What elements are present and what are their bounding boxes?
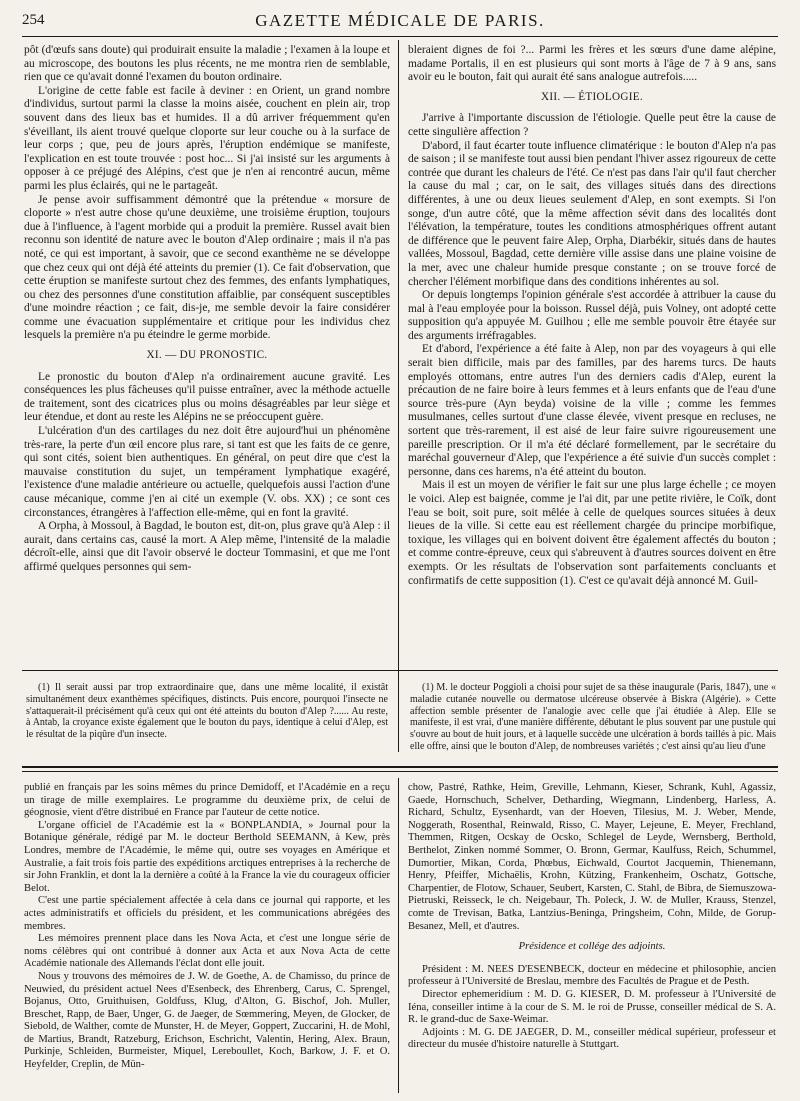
paragraph: C'est une partie spécialement affectée à cela dans ce journal qui rapporte, et les actes administratifs et officiels du président, et les communications abrégées des membres. (24, 895, 390, 932)
footnote-rule (22, 670, 778, 671)
paragraph: Mais il est un moyen de vérifier le fait sur une plus large échelle ; ce moyen le voici. Alep est baignée, comme je l'ai dit, par une petite rivière, le Coïk, dont l'eau se boit, soit pure, soit mêlée à celle de quelques sources situées à deux lieues de la ville. Si cette eau est réellement chargée du principe morbifique, toxique, les villages qui en boivent doivent être également affectés du bouton ; et comme contre-épreuve, ceux qui s'abreuvent à d'autres sources doivent en être exempts. Or les résultats de l'observation sont parfaitements concluants et confirmatifs de cette supposition (1). C'est ce qu'avait déjà annoncé M. Guil- (408, 479, 776, 587)
paragraph: Président : M. NEES D'ESENBECK, docteur en médecine et philosophie, ancien professeur à l'Université de Breslau, membre des Facultés de Prague et de Pesth. (408, 963, 776, 988)
section-double-rule (22, 771, 778, 772)
paragraph: Or depuis longtemps l'opinion générale s'est accordée à attribuer la cause du mal à l'eau employée pour la boisson. Russel déjà, puis Volney, ont adopté cette supposition qu'a appuyée M. Guilhou ; elle me semble pouvoir être étayée sur des arguments irréfragables. (408, 289, 776, 342)
right-column (408, 44, 776, 662)
paragraph: pôt (d'œufs sans doute) qui produirait ensuite la maladie ; l'examen à la loupe et au microscope, des boutons les plus récents, ne me montra rien de semblable, rien que ce qu'avait donné l'examen du bouton ordinaire. (24, 44, 390, 84)
left-column (24, 44, 390, 662)
paragraph: Les mémoires prennent place dans les Nova Acta, et c'est une longue série de noms célèbres qui ont contribué à donner aux Acta et aux Nova Acta de cette Académie nationale des Allemands l'éclat dont elle jouit. (24, 933, 390, 970)
page-header (22, 6, 778, 32)
column-divider (398, 40, 399, 752)
lower-column-divider (398, 778, 399, 1093)
section-heading-etiologie: XII. — ÉTIOLOGIE. (540, 90, 644, 103)
section-heading-pronostic: XI. — DU PRONOSTIC. (146, 349, 268, 362)
page-title: GAZETTE MÉDICALE DE PARIS. (255, 11, 545, 30)
paragraph: A Orpha, à Mossoul, à Bagdad, le bouton est, dit-on, plus grave qu'à Alep : il aurait, dans certains cas, causé la mort. A Alep même, l'intensité de la maladie décroît-elle, ainsi que dit l'avoir observé le docteur Tommasini, et que me l'ont affirmé quelques personnes qui sem- (24, 520, 390, 573)
footnote-text: (1) Il serait aussi par trop extraordinaire que, dans une même localité, il existât simultanément deux exanthèmes spécifiques, distincts. Puis encore, pourquoi l'insecte ne s'attaquerait-il précisément qu'à ceux qui ont été atteints du bouton d'Alep ?...... Au reste, à Antab, la croyance existe également que le bouton du pays, identique à celui d'Alep, est le résultat de la piqûre d'un insecte. (26, 682, 388, 741)
paragraph: Director ephemeridium : M. D. G. KIESER, D. M. professeur à l'Université de Iéna, conseiller intime à la cour de S. M. le roi de Prusse, conseiller médical de S. A. R. le grand-duc de Saxe-Weimar. (408, 988, 776, 1026)
section-double-rule (22, 766, 778, 768)
lower-left-column (24, 782, 390, 1094)
subheading-presidence: Présidence et collége des adjoints. (518, 941, 666, 953)
paragraph: Le pronostic du bouton d'Alep n'a ordinairement aucune gravité. Les conséquences les plus fâcheuses qu'il puisse entraîner, avec la méthode actuelle de traitement, sont des cicatrices plus ou moins désagréables par leur siège et leur étendue, et dont au reste les Alépins ne se préoccupent guère. (24, 370, 390, 424)
page-number: 254 (22, 12, 45, 28)
header-rule (22, 36, 778, 37)
footnote-right (410, 682, 776, 752)
paragraph: J'arrive à l'importante discussion de l'étiologie. Quelle peut être la cause de cette singulière affection ? (408, 112, 776, 138)
paragraph: L'origine de cette fable est facile à deviner : en Orient, un grand nombre d'individus, surtout parmi la classe la moins aisée, couchent en plein air, trop souvent dans des lieux bas et humides. Il a dû arriver fréquemment qu'en s'éveillant, ils aient trouvé quelque cloporte sur leur couche ou à la surface de leur corps ; que, peu de jours après, l'éruption endémique se manifeste, l'explication en est toute trouvée : post hoc... Si j'ai insisté sur les arguments à opposer à ce préjugé des Alépins, c'est que je n'en ai rencontré aucun, même parmi les plus éclairés, qui ne le partageât. (24, 84, 390, 192)
paragraph: bleraient dignes de foi ?... Parmi les frères et les sœurs d'une dame alépine, madame Portalis, il en est plusieurs qui sont morts à l'âge de 7 à 9 ans, sans avoir eu le bouton, fait qui aurait été sans analogue autrefois..... (408, 44, 776, 84)
footnote-left (26, 682, 388, 752)
paragraph: Et d'abord, l'expérience a été faite à Alep, non par des voyageurs à qui elle serait bien difficile, mais par des familles, par des harems turcs. De hauts employés ottomans, entre autres l'un des derniers cadis d'Alep, eurent la précaution de ne faire boire à leurs femmes et à leurs enfants que de l'eau d'une source très-pure (Ayn beyda) voisine de la ville ; comme les femmes musulmanes, celles surtout d'une classe élevée, vivent presque en recluses, ne sortent que très-rarement, il est aisé de leur faire suivre rigoureusement une pareille prescription. Or il m'a été déclaré formellement, par le secrétaire du maréchal gouverneur d'Alep, que l'expérience a été suivie d'un succès complet : personne, dans ces harems, n'a été atteint du bouton. (408, 343, 776, 478)
paragraph: Adjoints : M. G. DE JAEGER, D. M., conseiller médical supérieur, professeur et directeur du musée d'histoire naturelle à Stuttgart. (408, 1026, 776, 1051)
paragraph: Nous y trouvons des mémoires de J. W. de Goethe, A. de Chamisso, du prince de Neuwied, du président actuel Nees d'Esenbeck, des Ehrenberg, Carus, C. Sprengel, Bojanus, Otto, Gruithuisen, Goldfuss, Klug, d'Alton, G. Bischof, Joh. Muller, Breschet, Rapp, de Baer, Unger, G. de Jaeger, de Sœmmering, Meyen, de Glocker, de Siebold, de Walther, comte de Munster, H. de Meyer, Goppert, Zuccarini, H. de Mohl, de Martius, Brandt, Ratzeburg, Erichson, Eschricht, Valentin, Hering, Alex. Braun, Purkinje, Schleiden, Burmeister, Miquel, Lereboullet, Koch, Barkow, J. F. et O. Heyfelder, Creplin, de Mün- (24, 970, 390, 1071)
paragraph: L'ulcération d'un des cartilages du nez doit être aujourd'hui un phénomène très-rare, la perte d'un œil encore plus rare, si tant est que les faits de ce genre, qui sont cités, soient bien authentiques. En général, on peut dire que c'est la mauvaise constitution du sujet, un tempérament lymphatique exagéré, l'existence d'une maladie antérieure ou actuelle, quelquefois aussi l'action d'une cause mécanique, comme j'en ai cité un exemple (V. obs. XX) ; ce sont ces circonstances, étrangères à l'affection elle-même, qui en font la gravité. (24, 425, 390, 519)
paragraph: publié en français par les soins mêmes du prince Demidoff, et l'Académie en a reçu un tirage de mille exemplaires. Le programme du deuxième prix, de celui de géognosie, vient d'être distribué en France par l'auteur de cette notice. (24, 782, 390, 819)
lower-right-column (408, 782, 776, 1094)
paragraph: chow, Pastré, Rathke, Heim, Greville, Lehmann, Kieser, Schrank, Kuhl, Agassiz, Gaede, Hornschuch, Schelver, Detharding, Wiegmann, Lindenberg, Harless, A. Richard, Schultz, Eysenhardt, van der Hoeven, Tilesius, M. J. Weber, Mende, Noggerath, Rosenthal, Reinwald, Risso, C. Mayer, Lejeune, E. Meyer, Frechland, Themmen, Ritgen, Ocskay de Ocsko, Schlegel de Leyde, Wernsberg, Berthold, Berthelot, Zinken nommé Sommer, O. Bronn, Germar, Kaulfuss, Reich, Schummel, Dumortier, Mikan, Corda, Phœbus, Eichwald, Courtot Jacquemin, Thienemann, Henry, Pfeiffer, Michaëlis, Krohn, Kützing, Frankenheim, Oschatz, Gottsche, Charpentier, de Flotow, Schauer, Seubert, Karsten, C. Stahl, de Bibra, de Siemuszowa-Pietruski, Reisseck, le ch. Neigebaur, Th. Poleck, J. W. de Muller, Krauss, Stenzel, comte de Trevisan, Batka, Lantzius-Beninga, Pringsheim, Cohn, Milde, de Gorup-Besanez, Mell, et d'autres. (408, 782, 776, 932)
paragraph: D'abord, il faut écarter toute influence climatérique : le bouton d'Alep n'a pas de saison ; il se manifeste tout aussi bien pendant l'hiver assez rigoureux de cette contrée que durant les chaleurs de l'été. Ce n'est pas dans l'air qu'il faut chercher la cause du mal ; car, on le sait, des villages situés dans des directions différentes, à une ou deux lieues seulement d'Alep, en sont exempts. Si l'on songe, d'un autre côté, que la même affection sévit dans des localités dont l'élévation, la température, toutes les conditions atmosphériques offrent autant de différence que le peuvent faire Alep, Orpha, Diarbékir, situés dans de hautes vallées, Mossoul, Bagdad, cette dernière ville assise dans une plaine voisine de la mer, avec une chaleur humide presque constante ; on se trouve forcé de chercher l'élément morbifique dans des conditions inhérentes au sol. (408, 139, 776, 288)
paragraph: Je pense avoir suffisamment démontré que la prétendue « morsure de cloporte » n'est autre chose qu'une deuxième, une troisième éruption, toujours due à l'influence, à l'agent morbide qui a produit la première. Russel avait bien reconnu son identité de nature avec le bouton d'Alep ordinaire ; mais il n'a pas noté, ce qui est important, à savoir, que ce second exanthème ne se développe que chez ceux qui ont déjà été atteints du premier (1). Ce fait d'observation, que cette éruption se manifeste surtout chez des femmes, des enfants lymphatiques, ou chez des personnes d'une constitution affaiblie, par conséquent susceptibles d'une moindre réaction ; ce fait, dis-je, me semble devoir la faire considérer comme une évacuation supplémentaire et critique pour les individus chez lesquels la première n'a pu éteindre le germe morbide. (24, 193, 390, 342)
footnote-text: (1) M. le docteur Poggioli a choisi pour sujet de sa thèse inaugurale (Paris, 1847), une « maladie cutanée nouvelle ou dermatose ulcéreuse observée à Biskra (Algérie). » Cette affection semble présenter de l'analogie avec celle que j'ai étudiée à Alep. Elle se manifeste, il est vrai, d'une manière différente, débutant le plus souvent par une pustule qui s'ouvre au bout de huit jours, et à laquelle succède une ulcération à bords taillés à pic. Mais elle offre, ainsi que le bouton d'Alep, de nombreuses variétés ; c'est ainsi qu'au lieu d'une (410, 682, 776, 752)
paragraph: L'organe officiel de l'Académie est la « BONPLANDIA, » Journal pour la Botanique générale, rédigé par M. le docteur Berthold SEEMANN, à Kew, près Londres, membre de l'Académie, le même qui, outre ses voyages en Amérique et Australie, a fait trois fois partie des expéditions arctiques entreprises à la recherche de sir John Franklin, et dont la la dernière a coûté à la France la vie du courageux officier Belot. (24, 819, 390, 894)
